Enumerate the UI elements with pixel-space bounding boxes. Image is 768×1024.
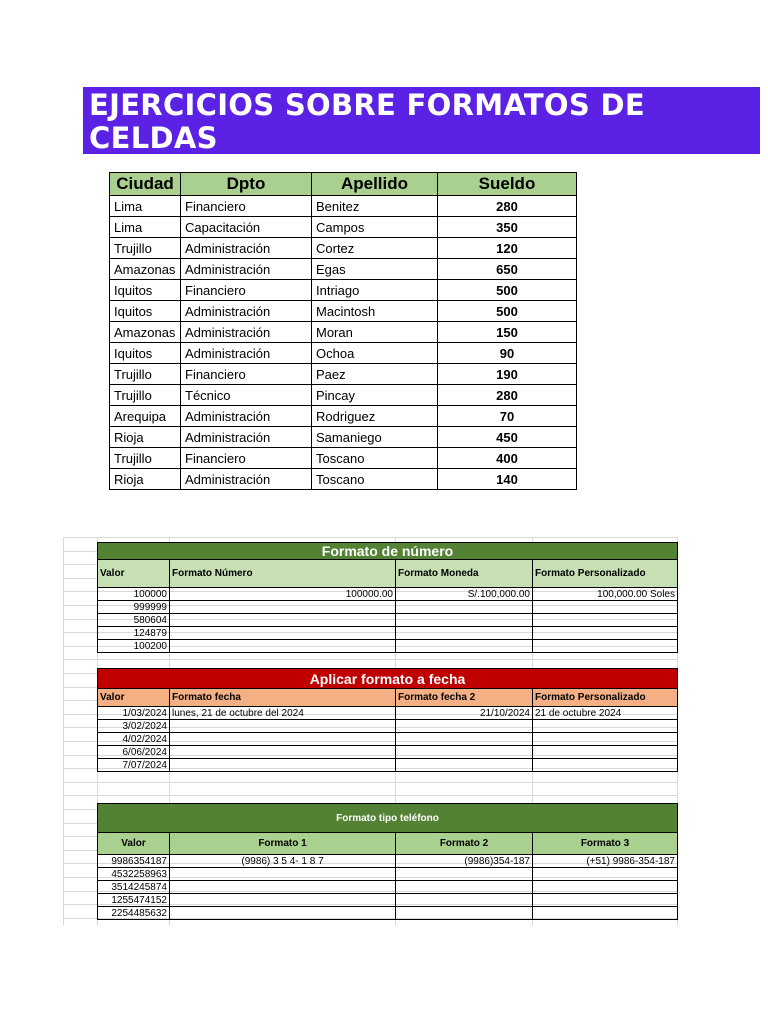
table-cell[interactable]: 350 [438, 217, 577, 238]
table-cell[interactable] [533, 601, 678, 614]
table-cell[interactable] [170, 733, 396, 746]
table-row [98, 868, 678, 881]
table-cell[interactable]: S/.100,000.00 [396, 588, 533, 601]
table-cell[interactable]: 1/03/2024 [98, 707, 170, 720]
table-cell[interactable]: 999999 [98, 601, 170, 614]
table-cell[interactable] [533, 733, 678, 746]
table-cell[interactable]: 9986354187 [98, 855, 170, 868]
table-cell[interactable] [533, 720, 678, 733]
section-title: Aplicar formato a fecha [98, 669, 678, 689]
table-cell[interactable]: (+51) 9986-354-187 [533, 855, 678, 868]
table-cell[interactable]: Administración [181, 427, 312, 448]
table-cell[interactable] [396, 720, 533, 733]
table-cell[interactable] [170, 627, 396, 640]
table-cell[interactable]: Pincay [312, 385, 438, 406]
table-cell[interactable]: Paez [312, 364, 438, 385]
table-cell[interactable]: 6/06/2024 [98, 746, 170, 759]
table-cell[interactable]: 150 [438, 322, 577, 343]
table-cell[interactable]: 90 [438, 343, 577, 364]
table-cell[interactable]: 450 [438, 427, 577, 448]
employee-table [109, 172, 577, 490]
table-cell[interactable]: Rioja [110, 427, 181, 448]
table-cell[interactable]: 120 [438, 238, 577, 259]
table-cell[interactable]: 140 [438, 469, 577, 490]
table-row [98, 627, 678, 640]
table-row [98, 759, 678, 772]
table-row [98, 907, 678, 920]
table-cell[interactable]: 100000 [98, 588, 170, 601]
table-cell[interactable] [533, 759, 678, 772]
table-cell[interactable]: Iquitos [110, 280, 181, 301]
header-sueldo: Sueldo [438, 173, 577, 196]
table-cell[interactable]: Trujillo [110, 238, 181, 259]
column-header: Formato Moneda [396, 560, 533, 588]
table-row [98, 894, 678, 907]
header-apellido: Apellido [312, 173, 438, 196]
table-cell[interactable]: Moran [312, 322, 438, 343]
table-cell[interactable] [170, 614, 396, 627]
table-cell[interactable]: 3/02/2024 [98, 720, 170, 733]
table-cell[interactable] [170, 759, 396, 772]
table-cell[interactable] [170, 894, 396, 907]
column-header: Valor [98, 833, 170, 855]
table-cell[interactable]: 100200 [98, 640, 170, 653]
table-cell[interactable]: Técnico [181, 385, 312, 406]
table-row [98, 614, 678, 627]
column-header: Formato Número [170, 560, 396, 588]
table-row [98, 720, 678, 733]
table-row [110, 385, 577, 406]
table-cell[interactable]: Egas [312, 259, 438, 280]
table-cell[interactable] [396, 733, 533, 746]
formato-numero-table [97, 542, 678, 653]
header-ciudad: Ciudad [110, 173, 181, 196]
table-row [98, 746, 678, 759]
table-cell[interactable]: Iquitos [110, 301, 181, 322]
table-row [110, 217, 577, 238]
table-cell[interactable] [396, 759, 533, 772]
table-cell[interactable] [396, 746, 533, 759]
table-cell[interactable] [170, 720, 396, 733]
column-header: Valor [98, 689, 170, 707]
table-cell[interactable]: Financiero [181, 280, 312, 301]
column-header: Formato 1 [170, 833, 396, 855]
employee-table-header [110, 173, 577, 196]
table-cell[interactable]: (9986) 3 5 4- 1 8 7 [170, 855, 396, 868]
column-header: Valor [98, 560, 170, 588]
table-cell[interactable]: 280 [438, 385, 577, 406]
table-cell[interactable] [170, 601, 396, 614]
gridline [63, 782, 678, 783]
table-cell[interactable] [533, 627, 678, 640]
table-cell[interactable]: Benitez [312, 196, 438, 217]
table-row [110, 427, 577, 448]
table-cell[interactable] [533, 614, 678, 627]
table-cell[interactable]: Administración [181, 259, 312, 280]
table-cell[interactable] [396, 894, 533, 907]
table-row [110, 406, 577, 427]
table-cell[interactable] [396, 640, 533, 653]
table-cell[interactable]: 100,000.00 Soles [533, 588, 678, 601]
table-cell[interactable]: Lima [110, 196, 181, 217]
table-row [110, 448, 577, 469]
table-cell[interactable]: Rodriguez [312, 406, 438, 427]
table-cell[interactable]: Financiero [181, 448, 312, 469]
column-header: Formato Personalizado [533, 560, 678, 588]
table-cell[interactable]: 70 [438, 406, 577, 427]
table-cell[interactable]: Campos [312, 217, 438, 238]
table-cell[interactable] [170, 640, 396, 653]
table-cell[interactable]: 1255474152 [98, 894, 170, 907]
table-cell[interactable] [170, 746, 396, 759]
table-cell[interactable]: Ochoa [312, 343, 438, 364]
table-cell[interactable]: Trujillo [110, 364, 181, 385]
table-row [110, 364, 577, 385]
table-cell[interactable] [396, 627, 533, 640]
column-header: Formato 2 [396, 833, 533, 855]
table-cell[interactable]: 650 [438, 259, 577, 280]
column-header: Formato Personalizado [533, 689, 678, 707]
section-title: Formato de número [98, 543, 678, 560]
table-cell[interactable] [396, 907, 533, 920]
table-row [110, 259, 577, 280]
table-cell[interactable] [533, 640, 678, 653]
table-cell[interactable]: Samaniego [312, 427, 438, 448]
table-cell[interactable]: Rioja [110, 469, 181, 490]
table-cell[interactable]: 21/10/2024 [396, 707, 533, 720]
header-dpto: Dpto [181, 173, 312, 196]
table-cell[interactable]: lunes, 21 de octubre del 2024 [170, 707, 396, 720]
table-cell[interactable] [533, 907, 678, 920]
gridline [63, 537, 678, 538]
table-cell[interactable] [533, 894, 678, 907]
table-row [98, 640, 678, 653]
table-cell[interactable]: 2254485632 [98, 907, 170, 920]
table-row [110, 343, 577, 364]
column-header: Formato fecha 2 [396, 689, 533, 707]
table-cell[interactable]: Iquitos [110, 343, 181, 364]
table-cell[interactable]: Trujillo [110, 448, 181, 469]
table-row [110, 196, 577, 217]
table-cell[interactable]: Arequipa [110, 406, 181, 427]
table-cell[interactable]: (9986)354-187 [396, 855, 533, 868]
table-row [110, 322, 577, 343]
table-cell[interactable]: Toscano [312, 448, 438, 469]
table-cell[interactable]: Macintosh [312, 301, 438, 322]
table-row [110, 280, 577, 301]
table-cell[interactable]: Trujillo [110, 385, 181, 406]
table-cell[interactable] [396, 601, 533, 614]
column-header: Formato fecha [170, 689, 396, 707]
page-title: EJERCICIOS SOBRE FORMATOS DE CELDAS [83, 87, 760, 154]
table-cell[interactable]: 190 [438, 364, 577, 385]
table-cell[interactable] [170, 868, 396, 881]
table-cell[interactable] [170, 907, 396, 920]
table-cell[interactable]: 280 [438, 196, 577, 217]
table-row [110, 301, 577, 322]
table-cell[interactable] [396, 881, 533, 894]
table-row [98, 733, 678, 746]
table-cell[interactable]: 4532258963 [98, 868, 170, 881]
table-cell[interactable]: 500 [438, 280, 577, 301]
table-cell[interactable]: 7/07/2024 [98, 759, 170, 772]
table-cell[interactable] [396, 868, 533, 881]
table-row [110, 238, 577, 259]
table-cell[interactable]: Administración [181, 322, 312, 343]
gridline [63, 659, 678, 660]
gridline [63, 537, 64, 925]
formato-fecha-table [97, 668, 678, 772]
table-cell[interactable] [533, 881, 678, 894]
table-cell[interactable]: Intriago [312, 280, 438, 301]
table-row [98, 601, 678, 614]
table-cell[interactable]: Administración [181, 238, 312, 259]
table-cell[interactable]: Financiero [181, 364, 312, 385]
table-row [98, 588, 678, 601]
table-row [98, 707, 678, 720]
gridline [63, 795, 678, 796]
table-cell[interactable] [396, 614, 533, 627]
table-row [110, 469, 577, 490]
table-cell[interactable]: 400 [438, 448, 577, 469]
table-cell[interactable]: Toscano [312, 469, 438, 490]
table-cell[interactable]: Lima [110, 217, 181, 238]
table-cell[interactable]: Cortez [312, 238, 438, 259]
table-cell[interactable]: 580604 [98, 614, 170, 627]
table-cell[interactable] [533, 868, 678, 881]
table-cell[interactable]: Administración [181, 406, 312, 427]
table-row [98, 855, 678, 868]
table-cell[interactable]: Amazonas [110, 259, 181, 280]
table-cell[interactable]: 100000.00 [170, 588, 396, 601]
table-cell[interactable]: 500 [438, 301, 577, 322]
table-cell[interactable]: Amazonas [110, 322, 181, 343]
table-cell[interactable]: 124879 [98, 627, 170, 640]
table-cell[interactable]: Administración [181, 343, 312, 364]
section-title: Formato tipo teléfono [98, 804, 678, 833]
column-header: Formato 3 [533, 833, 678, 855]
table-cell[interactable] [170, 881, 396, 894]
table-cell[interactable] [533, 746, 678, 759]
formato-telefono-table [97, 803, 678, 920]
table-cell[interactable]: Administración [181, 469, 312, 490]
table-cell[interactable]: 21 de octubre 2024 [533, 707, 678, 720]
table-cell[interactable]: 4/02/2024 [98, 733, 170, 746]
table-row [98, 881, 678, 894]
table-cell[interactable]: Financiero [181, 196, 312, 217]
table-cell[interactable]: Administración [181, 301, 312, 322]
table-cell[interactable]: Capacitación [181, 217, 312, 238]
table-cell[interactable]: 3514245874 [98, 881, 170, 894]
